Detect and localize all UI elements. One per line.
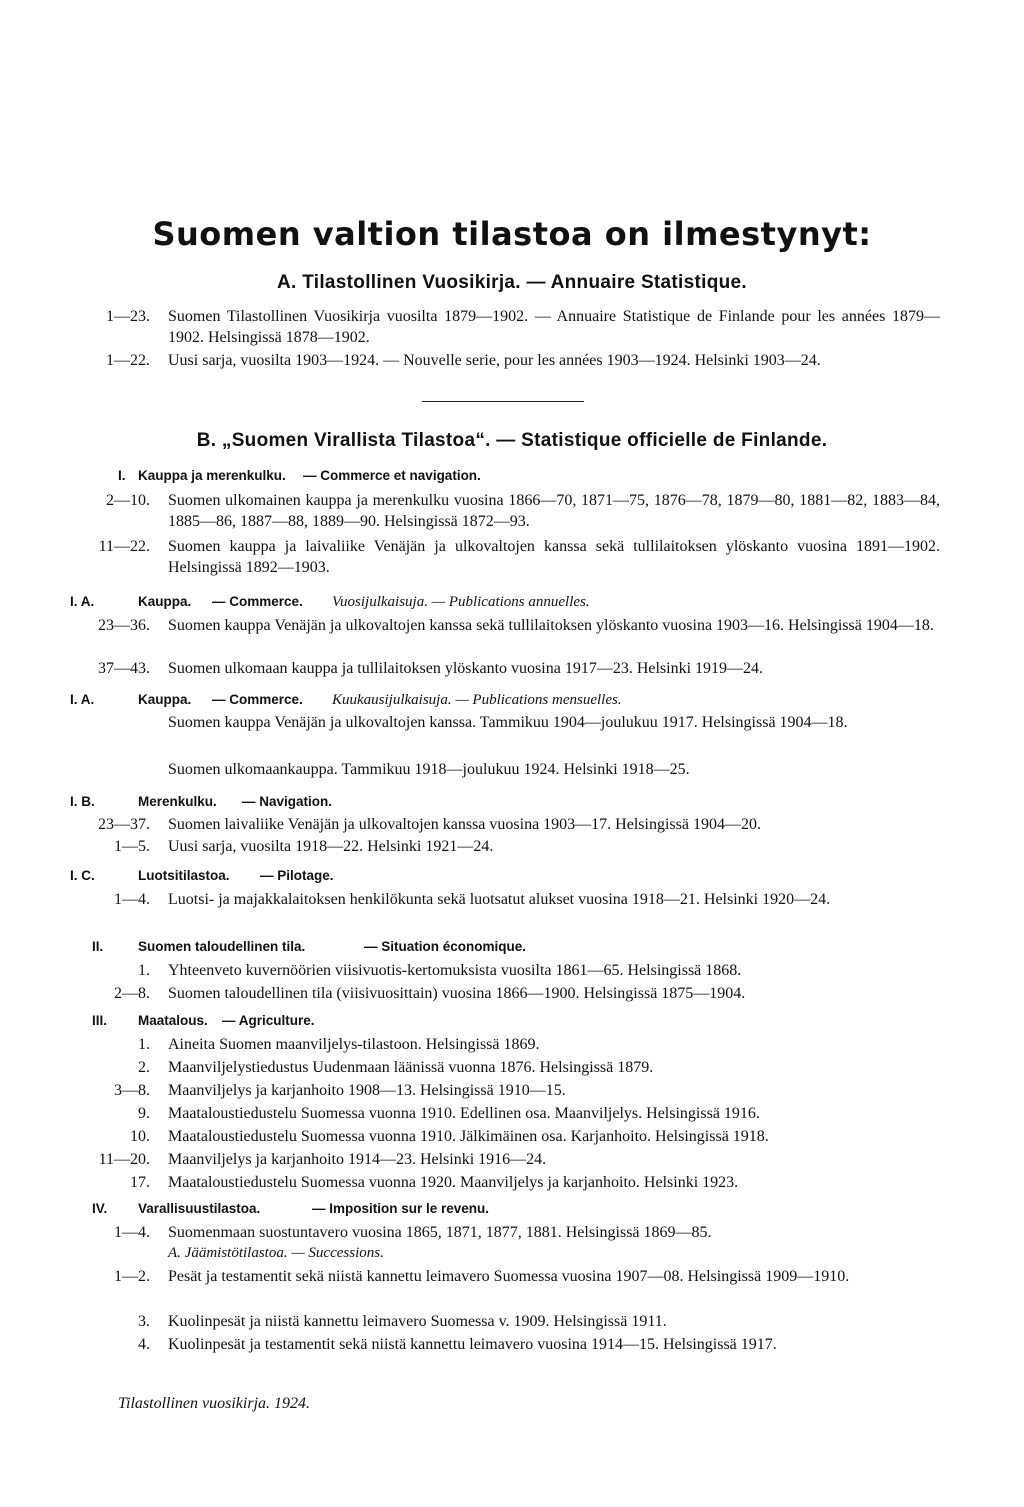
entry-text: Pesät ja testamentit sekä niistä kannettu leimavero Suomessa vuosina 1907—08. Helsingissä 1909—1910. bbox=[168, 1268, 850, 1285]
subsection-label: A. Jäämistötilastoa. — Successions. bbox=[168, 1245, 384, 1261]
section-b-heading: B. „Suomen Virallista Tilastoa“. — Statistique officielle de Finlande. bbox=[196, 430, 828, 451]
entry-text: Suomenmaan suostuntavero vuosina 1865, 1871, 1877, 1881. Helsingissä 1869—85. bbox=[168, 1224, 712, 1241]
section-heading-ii bbox=[92, 937, 1024, 957]
section-label-fr: — Situation économique. bbox=[364, 939, 527, 954]
section-label: Suomen taloudellinen tila. bbox=[138, 939, 306, 954]
entry-number: 2. bbox=[138, 1059, 150, 1076]
entry-number: 23—36. bbox=[98, 617, 150, 634]
entry-text: Maanviljelys ja karjanhoito 1908—13. Helsingissä 1910—15. bbox=[168, 1082, 566, 1099]
section-extra: Vuosijulkaisuja. — Publications annuelles. bbox=[332, 594, 590, 610]
entry-text: Suomen kauppa Venäjän ja ulkovaltojen kanssa. Tammikuu 1904—joulukuu 1917. Helsingissä 1904—18. bbox=[168, 714, 848, 731]
entry-text: Uusi sarja, vuosilta 1918—22. Helsinki 1921—24. bbox=[168, 838, 494, 855]
section-a-heading: A. Tilastollinen Vuosikirja. — Annuaire Statistique. bbox=[277, 272, 747, 293]
entry-text: Suomen kauppa Venäjän ja ulkovaltojen kanssa sekä tullilaitoksen ylöskanto vuosina 1903—16. Helsingissä 1904—18. bbox=[168, 617, 934, 634]
entry-number: 1—4. bbox=[114, 1224, 150, 1241]
section-number: I. A. bbox=[70, 594, 95, 609]
entry-number: 2—10. bbox=[106, 492, 150, 509]
section-number: II. bbox=[92, 939, 104, 954]
entry-number: 4. bbox=[138, 1336, 150, 1353]
entry-number: 9. bbox=[138, 1105, 150, 1122]
entry-text: Maanviljelys ja karjanhoito 1914—23. Helsinki 1916—24. bbox=[168, 1151, 547, 1168]
entry-number: 17. bbox=[130, 1174, 150, 1191]
entry-number: 11—20. bbox=[98, 1151, 150, 1168]
entry-number: 1—5. bbox=[114, 838, 150, 855]
entry-text: Suomen Tilastollinen Vuosikirja vuosilta 1879—1902. — Annuaire Statistique de Finlande pour les années 1879—1902. Helsingissä 1878—1902. bbox=[168, 308, 940, 346]
entry-text: Maataloustiedustelu Suomessa vuonna 1910. Edellinen osa. Maanviljelys. Helsingissä 1916. bbox=[168, 1105, 760, 1122]
section-number: I. B. bbox=[70, 794, 95, 809]
section-label-fr: — Commerce. bbox=[212, 594, 303, 609]
section-extra: Kuukausijulkaisuja. — Publications mensuelles. bbox=[332, 692, 622, 708]
section-heading-iv bbox=[92, 1199, 1024, 1219]
section-heading-ib bbox=[70, 792, 1024, 812]
entry-number: 1. bbox=[138, 1036, 150, 1053]
entry-text: Suomen ulkomaankauppa. Tammikuu 1918—joulukuu 1924. Helsinki 1918—25. bbox=[168, 761, 690, 778]
entry-text: Suomen laivaliike Venäjän ja ulkovaltojen kanssa vuosina 1903—17. Helsingissä 1904—20. bbox=[168, 816, 761, 833]
section-heading-ia-annual bbox=[70, 592, 1024, 612]
entry-number: 2—8. bbox=[114, 985, 150, 1002]
section-label: Merenkulku. bbox=[138, 794, 217, 809]
entry-text: Suomen taloudellinen tila (viisivuosittain) vuosina 1866—1900. Helsingissä 1875—1904. bbox=[168, 985, 746, 1002]
section-label-fr: — Agriculture. bbox=[222, 1013, 315, 1028]
section-number: I. bbox=[118, 468, 126, 483]
entry-text: Suomen ulkomaan kauppa ja tullilaitoksen ylöskanto vuosina 1917—23. Helsinki 1919—24. bbox=[168, 660, 764, 677]
section-label: Luotsitilastoa. bbox=[138, 868, 230, 883]
entry-text: Yhteenveto kuvernöörien viisivuotis-kertomuksista vuosilta 1861—65. Helsingissä 1868. bbox=[168, 962, 742, 979]
section-heading-ic bbox=[70, 866, 1024, 886]
section-label-fr: — Commerce. bbox=[212, 692, 303, 707]
section-label: Varallisuustilastoa. bbox=[138, 1201, 261, 1216]
entry-number: 1—22. bbox=[106, 352, 150, 369]
entry-number: 37—43. bbox=[98, 660, 150, 677]
page-title: Suomen valtion tilastoa on ilmestynyt: bbox=[152, 215, 872, 253]
entry-text: Suomen ulkomainen kauppa ja merenkulku vuosina 1866—70, 1871—75, 1876—78, 1879—80, 1881—82, 1883—84, 1885—86, 1887—88, 1889—90. Helsingissä 1872—93. bbox=[168, 492, 940, 530]
section-label-fr: — Pilotage. bbox=[260, 868, 334, 883]
section-label: Kauppa. bbox=[138, 692, 192, 707]
divider-rule bbox=[422, 401, 584, 402]
entry-text: Maanviljelystiedustus Uudenmaan läänissä vuonna 1876. Helsingissä 1879. bbox=[168, 1059, 654, 1076]
entry-text: Suomen kauppa ja laivaliike Venäjän ja ulkovaltojen kanssa sekä tullilaitoksen ylöskanto vuosina 1891—1902. Helsingissä 1892—1903. bbox=[168, 538, 940, 576]
entry-number: 10. bbox=[130, 1128, 150, 1145]
section-label-fr: — Commerce et navigation. bbox=[303, 468, 481, 483]
section-number: III. bbox=[92, 1013, 108, 1028]
entry-text: Maataloustiedustelu Suomessa vuonna 1920. Maanviljelys ja karjanhoito. Helsinki 1923. bbox=[168, 1174, 739, 1191]
section-heading-iii bbox=[92, 1011, 1024, 1031]
entry-number: 3. bbox=[138, 1313, 150, 1330]
entry-text: Kuolinpesät ja testamentit sekä niistä kannettu leimavero vuosina 1914—15. Helsingissä 1917. bbox=[168, 1336, 777, 1353]
entry-text: Maataloustiedustelu Suomessa vuonna 1910. Jälkimäinen osa. Karjanhoito. Helsingissä 1918. bbox=[168, 1128, 769, 1145]
section-number: IV. bbox=[92, 1201, 108, 1216]
section-label-fr: — Imposition sur le revenu. bbox=[312, 1201, 490, 1216]
page-footer: Tilastollinen vuosikirja. 1924. bbox=[118, 1395, 311, 1412]
entry-text: Uusi sarja, vuosilta 1903—1924. — Nouvelle serie, pour les années 1903—1924. Helsinki 1903—24. bbox=[168, 352, 821, 369]
entry-text: Kuolinpesät ja niistä kannettu leimavero Suomessa v. 1909. Helsingissä 1911. bbox=[168, 1313, 667, 1330]
section-heading-i bbox=[118, 466, 1024, 486]
entry-number: 3—8. bbox=[114, 1082, 150, 1099]
section-label-fr: — Navigation. bbox=[242, 794, 333, 809]
entry-text: Luotsi- ja majakkalaitoksen henkilökunta sekä luotsatut alukset vuosina 1918—21. Helsinki 1920—24. bbox=[168, 891, 831, 908]
section-heading-ia-monthly bbox=[70, 690, 1024, 710]
section-label: Kauppa. bbox=[138, 594, 192, 609]
entry-number: 1—4. bbox=[114, 891, 150, 908]
entry-number: 1. bbox=[138, 962, 150, 979]
entry-number: 11—22. bbox=[98, 538, 150, 555]
section-number: I. C. bbox=[70, 868, 95, 883]
section-number: I. A. bbox=[70, 692, 95, 707]
entry-text: Aineita Suomen maanviljelys-tilastoon. Helsingissä 1869. bbox=[168, 1036, 540, 1053]
entry-number: 1—2. bbox=[114, 1268, 150, 1285]
entry-number: 1—23. bbox=[106, 308, 150, 325]
section-label: Kauppa ja merenkulku. bbox=[138, 468, 286, 483]
section-label: Maatalous. bbox=[138, 1013, 208, 1028]
entry-number: 23—37. bbox=[98, 816, 150, 833]
